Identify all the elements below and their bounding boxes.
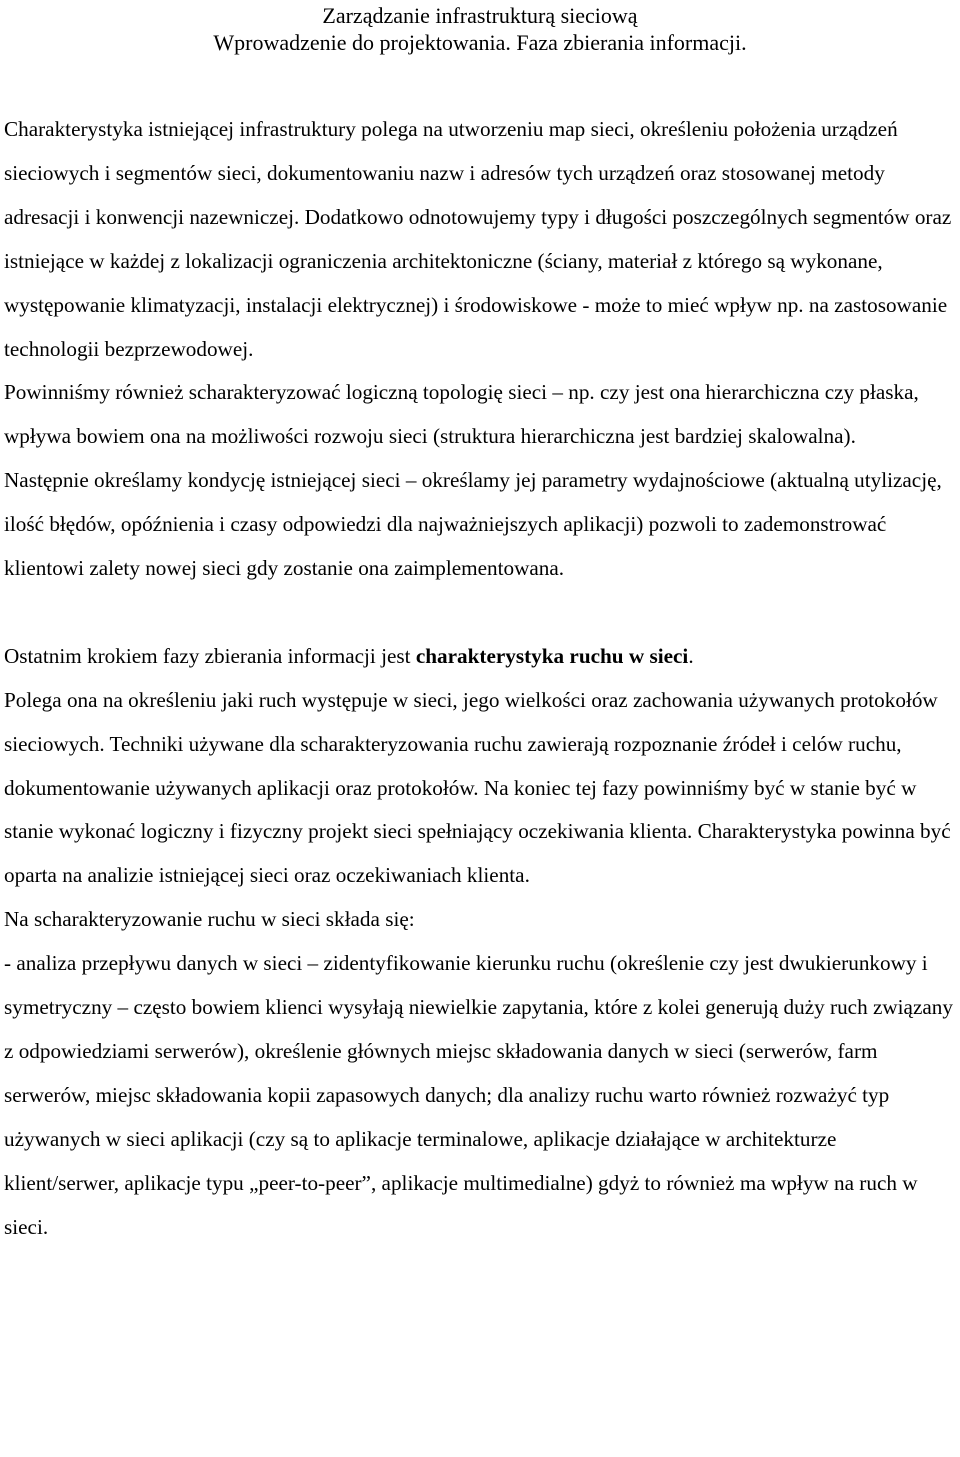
paragraph-traffic-description: Polega ona na określeniu jaki ruch występuje w sieci, jego wielkości oraz zachowania używanych protokołów sieciowych. Techniki używane dla scharakteryzowania ruchu zawierają rozpoznanie źródeł i celów ruchu, dokumentowanie używanych aplikacji oraz protokołów. Na koniec tej fazy powinniśmy być w stanie być w stanie wykonać logiczny i fizyczny projekt sieci spełniający oczekiwania klienta. Charakterystyka powinna być oparta na analizie istniejącej sieci oraz oczekiwaniach klienta. [4, 687, 951, 888]
paragraph-data-flow-analysis: - analiza przepływu danych w sieci – zidentyfikowanie kierunku ruchu (określenie czy jest dwukierunkowy i symetryczny – często bowiem klienci wysyłają niewielkie zapytania, które z kolei generują duży ruch związany z odpowiedziami serwerów), określenie głównych miejsc składowania danych w sieci (serwerów, farm serwerów, miejsc składowania kopii zapasowych danych; dla analizy ruchu warto również rozważyć typ używanych w sieci aplikacji (czy są to aplikacje terminalowe, aplikacje działające w architekturze klient/serwer, aplikacje typu „peer-to-peer”, aplikacje multimedialne) gdyż to również ma wpływ na ruch w sieci. [4, 951, 953, 1239]
paragraph-traffic-components: Na scharakteryzowanie ruchu w sieci składa się: [4, 907, 415, 932]
document-header [0, 0, 960, 56]
paragraph-traffic-intro [4, 635, 956, 679]
paragraph-gap [4, 591, 956, 635]
traffic-intro-end: . [688, 643, 694, 668]
traffic-intro-text: Ostatnim krokiem fazy zbierania informacji jest [4, 643, 416, 668]
document-title: Zarządzanie infrastrukturą sieciową [322, 3, 638, 28]
paragraph-topology: Powinniśmy również scharakteryzować logiczną topologię sieci – np. czy jest ona hierarchiczna czy płaska, wpływa bowiem ona na możliwości rozwoju sieci (struktura hierarchiczna jest bardziej skalowalna). [4, 380, 919, 449]
document-body [4, 108, 956, 1250]
document-subtitle: Wprowadzenie do projektowania. Faza zbierania informacji. [213, 30, 747, 55]
paragraph-network-condition: Następnie określamy kondycję istniejącej sieci – określamy jej parametry wydajnościowe (aktualną utylizację, ilość błędów, opóźnienia i czasy odpowiedzi dla najważniejszych aplikacji) pozwoli to zademonstrować klientowi zalety nowej sieci gdy zostanie ona zaimplementowana. [4, 468, 942, 581]
paragraph-infrastructure: Charakterystyka istniejącej infrastruktury polega na utworzeniu map sieci, określeniu położenia urządzeń sieciowych i segmentów sieci, dokumentowaniu nazw i adresów tych urządzeń oraz stosowanej metody adresacji i konwencji nazewniczej. Dodatkowo odnotowujemy typy i długości poszczególnych segmentów oraz istniejące w każdej z lokalizacji ograniczenia architektoniczne (ściany, materiał z którego są wykonane, występowanie klimatyzacji, instalacji elektrycznej) i środowiskowe - może to mieć wpływ np. na zastosowanie technologii bezprzewodowej. [4, 117, 952, 361]
traffic-intro-bold: charakterystyka ruchu w sieci [415, 643, 689, 668]
